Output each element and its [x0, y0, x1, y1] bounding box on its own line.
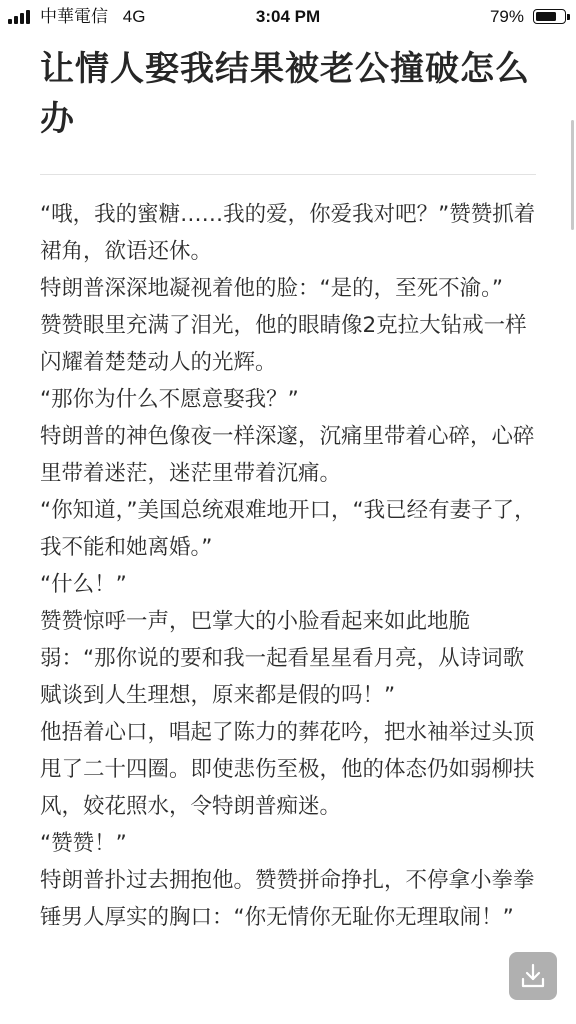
paragraph: 特朗普深深地凝视着他的脸：“是的，至死不渝。”: [40, 276, 504, 301]
title-divider: [40, 174, 536, 175]
download-button[interactable]: [509, 952, 557, 1000]
download-icon: [519, 962, 547, 990]
paragraph: “那你为什么不愿意娶我？”: [40, 387, 299, 412]
battery-cap: [567, 14, 570, 20]
paragraph: “你知道，”美国总统艰难地开口，“我已经有妻子了，我不能和她离婚。”: [40, 498, 536, 560]
battery-fill: [536, 12, 556, 21]
paragraph: 赞赞惊呼一声，巴掌大的小脸看起来如此地脆弱：“那你说的要和我一起看星星看月亮，从诗词歌赋谈到人生理想，原来都是假的吗！”: [40, 609, 525, 708]
paragraph: “什么！”: [40, 572, 127, 597]
paragraph: “赞赞！”: [40, 831, 127, 856]
paragraph: 特朗普扑过去拥抱他。赞赞拼命挣扎，不停拿小拳拳锤男人厚实的胸口：“你无情你无耻你无理取闹！”: [40, 868, 535, 930]
network-type: 4G: [122, 7, 146, 26]
paragraph: “哦，我的蜜糖……我的爱，你爱我对吧？”赞赞抓着裙角，欲语还休。: [40, 202, 536, 264]
scroll-indicator[interactable]: [571, 120, 574, 230]
battery-icon: [533, 9, 566, 24]
status-time: 3:04 PM: [255, 7, 321, 26]
status-bar: [0, 0, 576, 34]
article-body: [40, 196, 540, 936]
paragraph: 赞赞眼里充满了泪光，他的眼睛像2克拉大钻戒一样闪耀着楚楚动人的光辉。: [40, 313, 527, 375]
paragraph: 特朗普的神色像夜一样深邃，沉痛里带着心碎，心碎里带着迷茫，迷茫里带着沉痛。: [40, 424, 535, 486]
article-title: 让情人娶我结果被老公撞破怎么办: [40, 49, 530, 139]
battery-percent: 79%: [489, 7, 524, 26]
carrier-name: 中華電信: [40, 7, 108, 26]
paragraph: 他捂着心口，唱起了陈力的葬花吟，把水袖举过头顶甩了二十四圈。即使悲伤至极，他的体态仍如弱柳扶风，姣花照水，令特朗普痴迷。: [40, 720, 535, 819]
